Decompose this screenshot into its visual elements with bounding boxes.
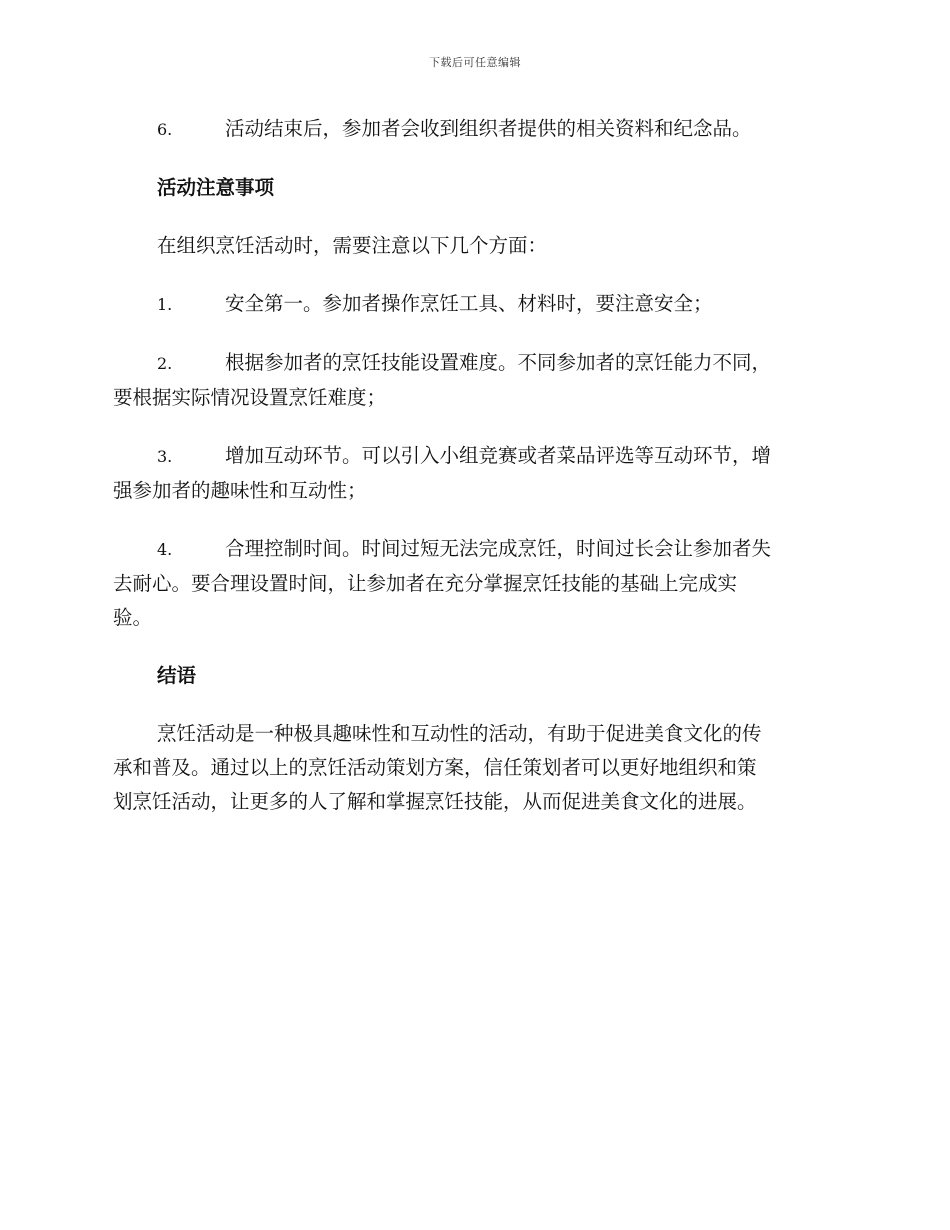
list-text: 安全第一。参加者操作烹饪工具、材料时，要注意安全； (225, 292, 713, 315)
paragraph-notes-intro (113, 229, 837, 263)
list-continuation-line: 要根据实际情况设置烹饪难度； (113, 386, 387, 409)
list-continuation-line: 强参加者的趣味性和互动性； (113, 479, 367, 502)
page-header: 下载后可任意编辑 (429, 56, 521, 69)
list-item-2 (113, 346, 837, 415)
list-text: 根据参加者的烹饪技能设置难度。不同参加者的烹饪能力不同， (225, 351, 772, 374)
list-item-line (113, 287, 837, 322)
paragraph-line: 烹饪活动是一种极具趣味性和互动性的活动，有助于促进美食文化的传 (157, 722, 762, 745)
list-item-3 (113, 439, 837, 508)
list-number: 1. (157, 295, 173, 314)
list-item-line (113, 439, 837, 474)
paragraph-line: 划烹饪活动，让更多的人了解和掌握烹饪技能，从而促进美食文化的进展。 (113, 790, 757, 813)
list-item-line (113, 112, 837, 147)
section-heading-notes: 活动注意事项 (157, 176, 275, 199)
list-number: 2. (157, 354, 173, 373)
list-continuation-line: 验。 (113, 606, 153, 629)
paragraph-line: 承和普及。通过以上的烹饪活动策划方案，信任策划者可以更好地组织和策 (113, 756, 757, 779)
list-text: 合理控制时间。时间过短无法完成烹饪，时间过长会让参加者失 (225, 537, 772, 560)
paragraph-line: 在组织烹饪活动时，需要注意以下几个方面： (157, 234, 548, 257)
list-number: 6. (157, 120, 173, 139)
list-text: 增加互动环节。可以引入小组竞赛或者菜品评选等互动环节，增 (225, 444, 772, 467)
list-number: 4. (157, 540, 173, 559)
list-item-line (113, 532, 837, 567)
list-number: 3. (157, 447, 173, 466)
section-heading-conclusion: 结语 (157, 664, 197, 687)
list-item-line (113, 346, 837, 381)
list-item-6 (113, 112, 837, 147)
list-item-1 (113, 287, 837, 322)
paragraph-conclusion (113, 717, 837, 819)
list-item-4 (113, 532, 837, 635)
list-text: 活动结束后，参加者会收到组织者提供的相关资料和纪念品。 (225, 117, 752, 140)
document-body (113, 112, 837, 843)
list-continuation-line: 去耐心。要合理设置时间，让参加者在充分掌握烹饪技能的基础上完成实 (113, 572, 738, 595)
